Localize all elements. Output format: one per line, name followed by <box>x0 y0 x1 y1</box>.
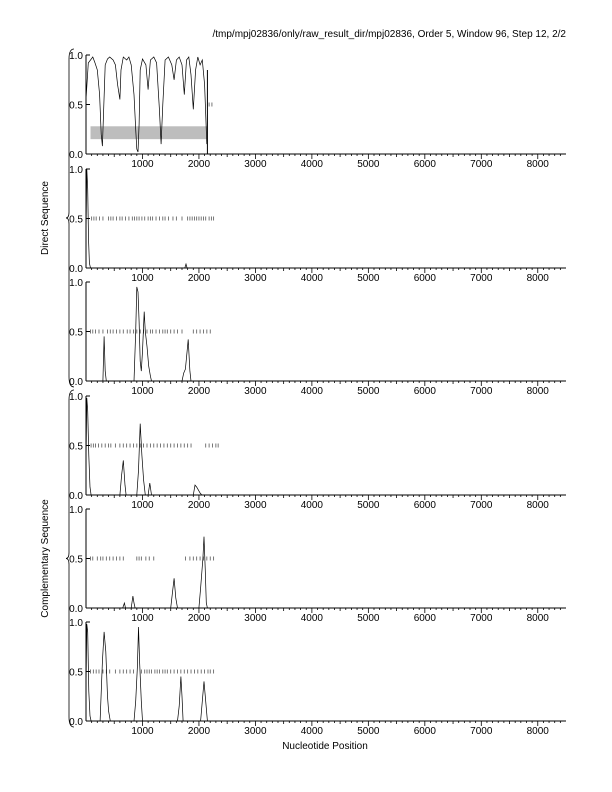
x-tick-label: 3000 <box>244 159 267 170</box>
x-tick-label: 3000 <box>244 613 267 624</box>
y-tick-label: 0.5 <box>69 554 83 566</box>
x-tick-label: 1000 <box>131 159 154 170</box>
group-label: Complementary Sequence <box>40 499 51 618</box>
group-label: Direct Sequence <box>40 181 51 255</box>
x-tick-label: 4000 <box>300 500 324 511</box>
y-tick-label: 1.0 <box>69 51 83 62</box>
x-tick-label: 5000 <box>357 726 380 737</box>
y-tick-label: 1.0 <box>69 278 83 289</box>
x-tick-label: 2000 <box>187 273 211 284</box>
x-tick-label: 6000 <box>413 386 436 397</box>
x-tick-label: 3000 <box>244 500 267 511</box>
y-tick-label: 0.5 <box>69 214 83 226</box>
x-tick-label: 5000 <box>357 159 380 170</box>
x-tick-label: 1000 <box>131 386 154 397</box>
panel-1 <box>69 165 566 284</box>
x-tick-label: 6000 <box>413 500 436 511</box>
x-tick-label: 4000 <box>300 726 324 737</box>
x-tick-label: 2000 <box>187 613 211 624</box>
x-tick-label: 6000 <box>413 726 436 737</box>
y-tick-label: 0.5 <box>69 327 83 339</box>
y-tick-label: 0.0 <box>69 150 83 161</box>
x-tick-label: 6000 <box>413 159 436 170</box>
x-tick-label: 7000 <box>470 159 493 170</box>
y-tick-label: 1.0 <box>69 165 83 176</box>
x-tick-label: 6000 <box>413 273 436 284</box>
y-tick-label: 0.5 <box>69 100 83 112</box>
x-tick-label: 4000 <box>300 273 324 284</box>
y-tick-label: 0.0 <box>69 377 83 388</box>
x-tick-label: 6000 <box>413 613 436 624</box>
x-tick-label: 1000 <box>131 726 154 737</box>
x-tick-label: 1000 <box>131 613 154 624</box>
data-line <box>86 169 207 268</box>
x-tick-label: 8000 <box>526 726 549 737</box>
x-tick-label: 5000 <box>357 500 380 511</box>
x-tick-label: 2000 <box>187 726 211 737</box>
x-tick-label: 7000 <box>470 273 493 284</box>
x-tick-label: 3000 <box>244 386 267 397</box>
y-tick-label: 1.0 <box>69 618 83 629</box>
x-tick-label: 5000 <box>357 613 380 624</box>
x-tick-label: 4000 <box>300 159 324 170</box>
x-tick-label: 4000 <box>300 386 324 397</box>
y-tick-label: 1.0 <box>69 392 83 403</box>
x-tick-label: 7000 <box>470 726 493 737</box>
panel-3 <box>69 392 566 511</box>
y-tick-label: 0.0 <box>69 604 83 615</box>
y-tick-label: 0.0 <box>69 491 83 502</box>
y-tick-label: 0.5 <box>69 441 83 453</box>
x-tick-label: 8000 <box>526 159 549 170</box>
x-tick-label: 2000 <box>187 386 211 397</box>
x-tick-label: 1000 <box>131 500 154 511</box>
x-tick-label: 2000 <box>187 159 211 170</box>
y-tick-label: 1.0 <box>69 505 83 516</box>
x-tick-label: 1000 <box>131 273 154 284</box>
panel-2 <box>69 278 566 397</box>
x-tick-label: 3000 <box>244 726 267 737</box>
data-line <box>86 287 207 381</box>
x-tick-label: 8000 <box>526 386 549 397</box>
x-tick-label: 3000 <box>244 273 267 284</box>
x-tick-label: 8000 <box>526 273 549 284</box>
panel-0 <box>69 51 566 170</box>
y-tick-label: 0.0 <box>69 717 83 728</box>
data-line <box>86 537 207 608</box>
x-tick-label: 4000 <box>300 613 324 624</box>
x-tick-label: 7000 <box>470 386 493 397</box>
x-tick-label: 5000 <box>357 386 380 397</box>
y-tick-label: 0.0 <box>69 264 83 275</box>
x-tick-label: 8000 <box>526 613 549 624</box>
panels <box>69 51 566 737</box>
y-tick-label: 0.5 <box>69 667 83 679</box>
x-tick-label: 5000 <box>357 273 380 284</box>
panel-5 <box>69 618 566 737</box>
x-tick-label: 2000 <box>187 500 211 511</box>
x-tick-label: 8000 <box>526 500 549 511</box>
x-axis-title: Nucleotide Position <box>282 741 368 752</box>
gray-band <box>91 126 208 139</box>
x-tick-label: 7000 <box>470 613 493 624</box>
group-brackets <box>40 49 74 727</box>
x-tick-label: 7000 <box>470 500 493 511</box>
header-path: /tmp/mpj02836/only/raw_result_dir/mpj02836, Order 5, Window 96, Step 12, 2/2 <box>212 29 566 40</box>
panel-4 <box>69 505 566 624</box>
